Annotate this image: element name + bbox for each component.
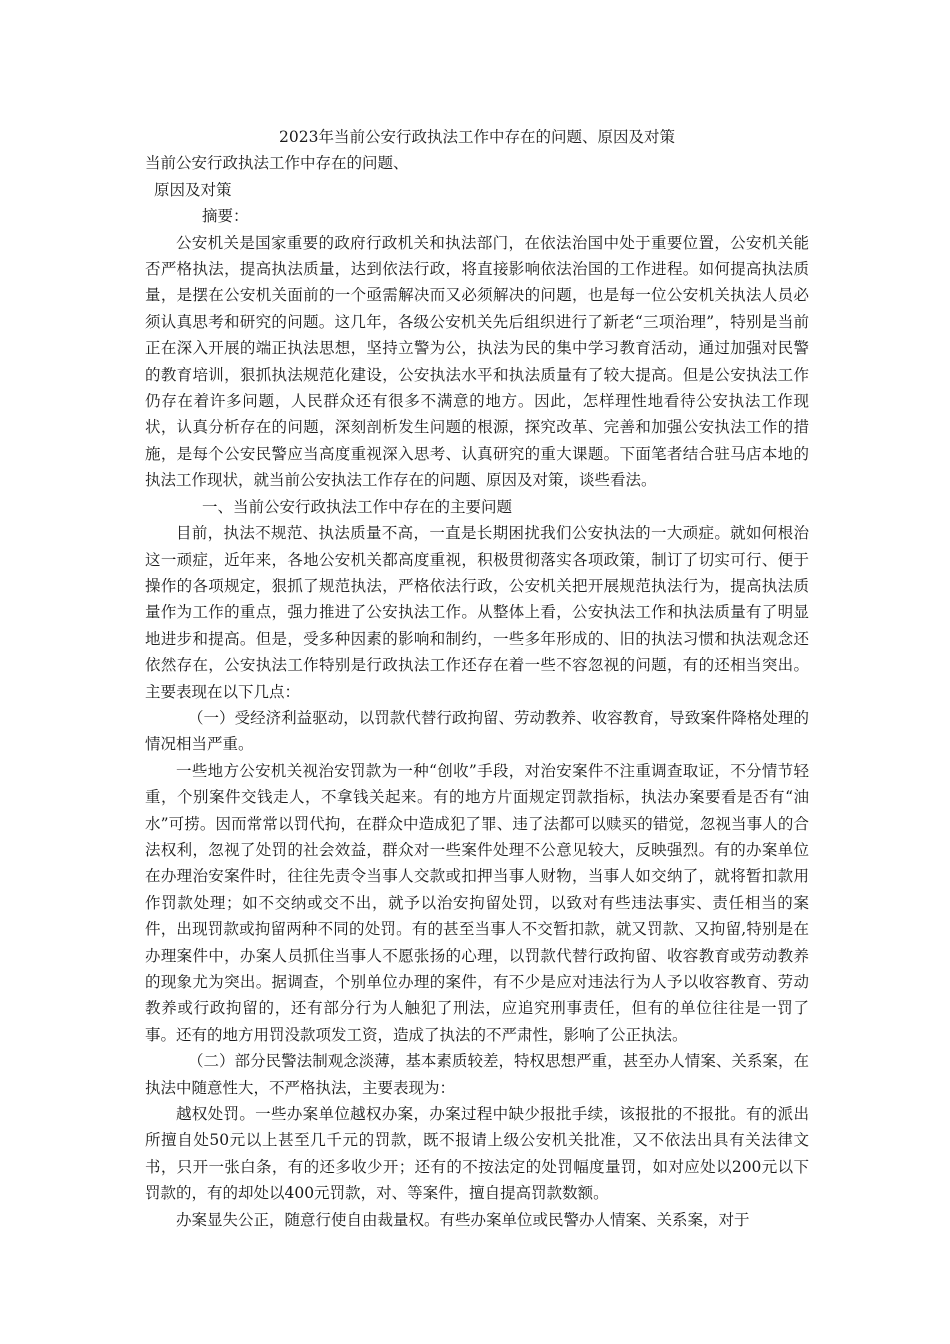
section-heading-1: 一、当前公安行政执法工作中存在的主要问题: [202, 497, 513, 516]
paragraph-section-1: 目前，执法不规范、执法质量不高，一直是长期困扰我们公安执法的一大顽症。就如何根治这一顽症，近年来，各地公安机关都高度重视，积极贯彻落实各项政策，制订了切实可行、便于操作的各项规定，狠抓了规范执法，严格依法行政，公安机关把开展规范执法行为，提高执法质量作为工作的重点，强力推进了公安执法工作。从整体上看，公安执法工作和执法质量有了明显地进步和提高。但是，受多种因素的影响和制约，一些多年形成的、旧的执法习惯和执法观念还依然存在，公安执法工作特别是行政执法工作还存在着一些不容忽视的问题，有的还相当突出。主要表现在以下几点：: [145, 524, 809, 701]
paragraph-unfair-handling: 办案显失公正，随意行使自由裁量权。有些办案单位或民警办人情案、关系案，对于: [176, 1210, 750, 1229]
paragraph-overreach-penalty: 越权处罚。一些办案单位越权办案，办案过程中缺少报批手续，该报批的不报批。有的派出所擅自处50元以上甚至几千元的罚款，既不报请上级公安机关批准，又不依法出具有关法律文书，只开一张白条，有的还多收少开；还有的不按法定的处罚幅度量罚，如对应处以200元以下罚款的，有的却处以400元罚款，对、等案件，擅自提高罚款数额。: [145, 1105, 809, 1203]
paragraph-subheading-1: 一些地方公安机关视治安罚款为一种“创收”手段，对治安案件不注重调查取证，不分情节轻重，个别案件交钱走人，不拿钱关起来。有的地方片面规定罚款指标，执法办案要看是否有“油水”可捞。因而常常以罚代拘，在群众中造成犯了罪、违了法都可以赎买的错觉，忽视当事人的合法权利，忽视了处罚的社会效益，群众对一些案件处理不公意见较大，反映强烈。有的办案单位在办理治安案件时，往往先责令当事人交款或扣押当事人财物，当事人如交纳了，就将暂扣款用作罚款处理；如不交纳或交不出，就予以治安拘留处罚，以致对有些违法事实、责任相当的案件，出现罚款或拘留两种不同的处罚。有的甚至当事人不交暂扣款，就又罚款、又拘留,特别是在办理案件中，办案人员抓住当事人不愿张扬的心理，以罚款代替行政拘留、收容教育或劳动教养的现象尤为突出。据调查，个别单位办理的案件，有不少是应对违法行为人予以收容教育、劳动教养或行政拘留的，还有部分行为人触犯了刑法，应追究刑事责任，但有的单位往往是一罚了事。还有的地方用罚没款项发工资，造成了执法的不严肃性，影响了公正执法。: [145, 761, 809, 1044]
document-body: [145, 124, 809, 1233]
abstract-label: 摘要：: [202, 207, 249, 226]
subheading-1: （一）受经济利益驱动，以罚款代替行政拘留、劳动教养、收容教育，导致案件降格处理的情况相当严重。: [145, 708, 809, 754]
document-title: 2023年当前公安行政执法工作中存在的问题、原因及对策: [279, 128, 675, 146]
subheading-2: （二）部分民警法制观念淡薄，基本素质较差，特权思想严重，甚至办人情案、关系案，在执法中随意性大，不严格执法，主要表现为：: [145, 1052, 809, 1097]
document-subtitle-line-1: 当前公安行政执法工作中存在的问题、: [145, 154, 409, 173]
document-subtitle-line-2: 原因及对策: [154, 180, 232, 199]
paragraph-intro: 公安机关是国家重要的政府行政机关和执法部门，在依法治国中处于重要位置，公安机关能否严格执法，提高执法质量，达到依法行政，将直接影响依法治国的工作进程。如何提高执法质量，是摆在公安机关面前的一个亟需解决而又必须解决的问题，也是每一位公安机关执法人员必须认真思考和研究的问题。这几年，各级公安机关先后组织进行了新老“三项治理”，特别是当前正在深入开展的端正执法思想，坚持立警为公，执法为民的集中学习教育活动，通过加强对民警的教育培训，狠抓执法规范化建设，公安执法水平和执法质量有了较大提高。但是公安执法工作仍存在着许多问题，人民群众还有很多不满意的地方。因此，怎样理性地看待公安执法工作现状，认真分析存在的问题，深刻剖析发生问题的根源，探究改革、完善和加强公安执法工作的措施，是每个公安民警应当高度重视深入思考、认真研究的重大课题。下面笔者结合驻马店本地的执法工作现状，就当前公安执法工作存在的问题、原因及对策，谈些看法。: [145, 233, 809, 490]
